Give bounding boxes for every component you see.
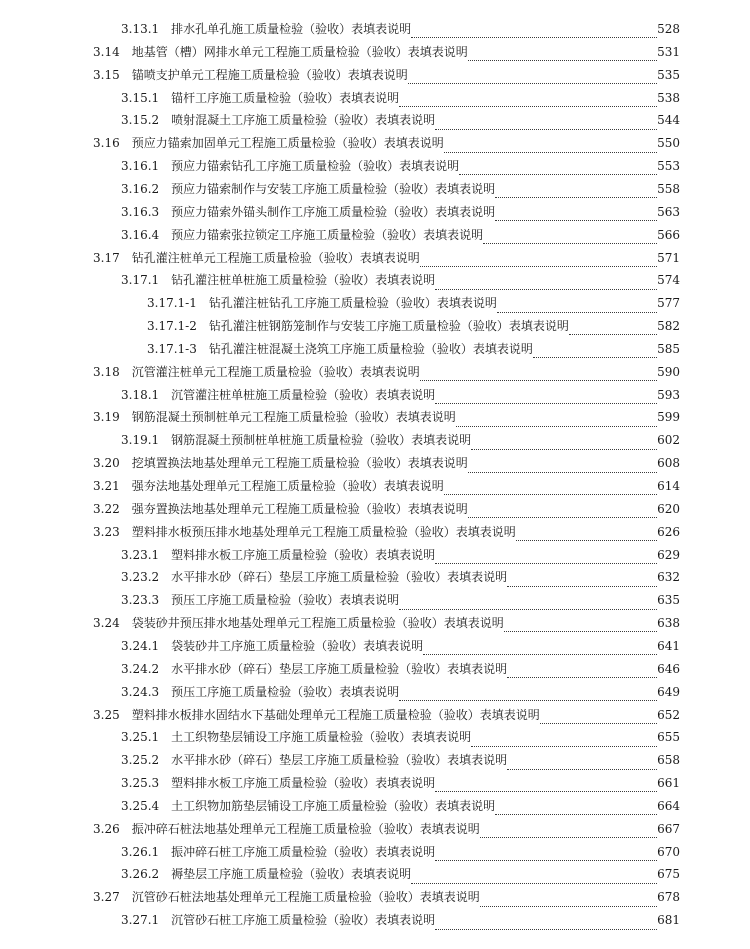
toc-leader-dots: [468, 459, 657, 473]
toc-leader-dots: [507, 756, 657, 770]
toc-entry-title: 喷射混凝土工序施工质量检验（验收）表填表说明: [171, 113, 436, 128]
toc-entry-number: 3.25.4: [121, 798, 160, 813]
toc-entry[interactable]: [121, 224, 680, 247]
toc-entry-title: 钢筋混凝土预制桩单桩施工质量检验（验收）表填表说明: [171, 433, 472, 448]
toc-entry-page: 632: [657, 570, 680, 585]
toc-entry[interactable]: [93, 498, 680, 521]
toc-leader-dots: [495, 801, 657, 815]
toc-leader-dots: [468, 47, 657, 61]
toc-entry-number: 3.27.1: [121, 913, 160, 928]
toc-entry-number: 3.19: [93, 410, 120, 425]
toc-leader-dots: [420, 367, 657, 381]
toc-entry[interactable]: [121, 841, 680, 864]
toc-entry[interactable]: [93, 612, 680, 635]
toc-leader-dots: [471, 733, 657, 747]
toc-entry-title: 锚杆工序施工质量检验（验收）表填表说明: [171, 90, 400, 105]
toc-leader-dots: [399, 687, 657, 701]
toc-entry[interactable]: [121, 18, 680, 41]
toc-entry[interactable]: [93, 704, 680, 727]
toc-entry[interactable]: [121, 429, 680, 452]
toc-entry-number: 3.21: [93, 479, 120, 493]
toc-entry-title: 塑料排水板预压排水地基处理单元工程施工质量检验（验收）表填表说明: [131, 524, 516, 539]
toc-leader-dots: [471, 436, 657, 450]
toc-entry-number: 3.16.3: [121, 204, 160, 219]
toc-leader-dots: [516, 527, 657, 541]
toc-entry-number: 3.22: [93, 501, 120, 516]
toc-entry-number: 3.25.1: [121, 730, 160, 745]
toc-entry-title: 振冲碎石桩法地基处理单元工程施工质量检验（验收）表填表说明: [131, 821, 480, 836]
toc-entry[interactable]: [121, 87, 680, 110]
toc-entry[interactable]: [147, 292, 680, 315]
toc-entry-number: 3.16: [93, 136, 120, 151]
toc-entry-title: 水平排水砂（碎石）垫层工序施工质量检验（验收）表填表说明: [171, 570, 508, 585]
toc-entry-page: 528: [657, 22, 680, 36]
toc-entry-number: 3.15.2: [121, 113, 160, 128]
toc-entry-title: 袋装砂井预压排水地基处理单元工程施工质量检验（验收）表填表说明: [131, 616, 504, 631]
toc-entry[interactable]: [121, 201, 680, 224]
toc-entry-number: 3.24: [93, 616, 120, 631]
toc-leader-dots: [411, 870, 657, 884]
toc-entry-page: 531: [657, 44, 680, 59]
toc-entry-number: 3.26: [93, 821, 120, 836]
toc-entry-number: 3.15: [93, 67, 120, 82]
toc-entry-title: 预应力锚索钻孔工序施工质量检验（验收）表填表说明: [171, 159, 460, 174]
toc-entry-page: 652: [657, 707, 680, 722]
toc-entry-title: 水平排水砂（碎石）垫层工序施工质量检验（验收）表填表说明: [171, 661, 508, 676]
toc-leader-dots: [435, 116, 657, 130]
toc-leader-dots: [408, 70, 657, 84]
toc-entry[interactable]: [121, 155, 680, 178]
toc-entry-title: 预应力锚索加固单元工程施工质量检验（验收）表填表说明: [131, 136, 444, 151]
toc-entry-page: 563: [657, 204, 680, 219]
toc-entry[interactable]: [121, 384, 680, 407]
toc-entry[interactable]: [121, 635, 680, 658]
toc-entry-number: 3.16.2: [121, 181, 160, 196]
toc-entry[interactable]: [93, 361, 680, 384]
toc-entry[interactable]: [121, 863, 680, 886]
toc-entry-page: 614: [657, 479, 680, 493]
toc-entry-number: 3.17.1: [121, 273, 160, 288]
toc-entry[interactable]: [121, 726, 680, 749]
toc-entry[interactable]: [121, 749, 680, 772]
toc-entry-number: 3.23.2: [121, 570, 160, 585]
toc-leader-dots: [468, 504, 657, 518]
toc-entry-title: 锚喷支护单元工程施工质量检验（验收）表填表说明: [131, 67, 408, 82]
toc-entry-title: 袋装砂井工序施工质量检验（验收）表填表说明: [171, 638, 424, 653]
toc-leader-dots: [399, 596, 657, 610]
toc-entry-number: 3.17: [93, 250, 120, 265]
toc-leader-dots: [411, 24, 657, 38]
toc-entry-title: 预压工序施工质量检验（验收）表填表说明: [171, 593, 400, 608]
toc-entry-number: 3.15.1: [121, 90, 160, 105]
toc-leader-dots: [504, 618, 657, 632]
toc-leader-dots: [435, 916, 657, 930]
toc-leader-dots: [435, 276, 657, 290]
toc-entry-title: 塑料排水板工序施工质量检验（验收）表填表说明: [171, 547, 436, 562]
toc-entry[interactable]: [121, 909, 680, 932]
toc-entry-title: 排水孔单孔施工质量检验（验收）表填表说明: [171, 22, 412, 36]
toc-entry[interactable]: [121, 658, 680, 681]
toc-entry-number: 3.25.3: [121, 776, 160, 791]
toc-entry-title: 土工织物垫层铺设工序施工质量检验（验收）表填表说明: [171, 730, 472, 745]
toc-entry[interactable]: [93, 406, 680, 429]
toc-entry-title: 钢筋混凝土预制桩单元工程施工质量检验（验收）表填表说明: [131, 410, 456, 425]
toc-leader-dots: [480, 824, 657, 838]
toc-leader-dots: [497, 299, 657, 313]
toc-entry-title: 预应力锚索张拉锁定工序施工质量检验（验收）表填表说明: [171, 227, 484, 242]
toc-entry-page: 638: [657, 616, 680, 631]
toc-entry-page: 571: [657, 250, 680, 265]
toc-entry-number: 3.26.1: [121, 844, 160, 859]
toc-leader-dots: [435, 390, 657, 404]
toc-entry-title: 塑料排水板排水固结水下基础处理单元工程施工质量检验（验收）表填表说明: [131, 707, 540, 722]
toc-leader-dots: [435, 550, 657, 564]
toc-entry-number: 3.16.4: [121, 227, 160, 242]
toc-entry-page: 635: [657, 593, 680, 608]
toc-leader-dots: [495, 184, 657, 198]
toc-entry[interactable]: [93, 247, 680, 270]
toc-entry-number: 3.18.1: [121, 387, 160, 402]
toc-entry[interactable]: [93, 475, 680, 498]
toc-entry-page: 678: [657, 890, 680, 905]
toc-leader-dots: [507, 573, 657, 587]
toc-entry-title: 预应力锚索制作与安装工序施工质量检验（验收）表填表说明: [171, 181, 496, 196]
toc-entry-title: 钻孔灌注桩混凝土浇筑工序施工质量检验（验收）表填表说明: [208, 341, 533, 356]
toc-entry-page: 602: [657, 433, 680, 448]
toc-entry-title: 沉管灌注桩单元工程施工质量检验（验收）表填表说明: [131, 364, 420, 379]
toc-entry-number: 3.17.1-2: [147, 319, 197, 334]
toc-entry-number: 3.17.1-1: [147, 296, 197, 311]
toc-entry-title: 强夯置换法地基处理单元工程施工质量检验（验收）表填表说明: [131, 501, 468, 516]
toc-entry-number: 3.17.1-3: [147, 341, 197, 356]
toc-entry-title: 钻孔灌注桩单元工程施工质量检验（验收）表填表说明: [131, 250, 420, 265]
toc-entry[interactable]: [121, 589, 680, 612]
toc-entry[interactable]: [121, 178, 680, 201]
toc-leader-dots: [459, 161, 657, 175]
toc-entry-page: 670: [657, 844, 680, 859]
toc-entry[interactable]: [121, 772, 680, 795]
toc-entry-page: 553: [657, 159, 680, 174]
toc-entry-number: 3.20: [93, 456, 120, 471]
toc-entry-title: 褥垫层工序施工质量检验（验收）表填表说明: [171, 867, 412, 882]
toc-entry-page: 590: [657, 364, 680, 379]
toc-entry-number: 3.13.1: [121, 22, 160, 36]
toc-leader-dots: [444, 481, 657, 495]
toc-leader-dots: [435, 847, 657, 861]
toc-entry-page: 585: [657, 341, 680, 356]
toc-entry-page: 535: [657, 67, 680, 82]
toc-entry[interactable]: [121, 269, 680, 292]
toc-entry-title: 钻孔灌注桩钢筋笼制作与安装工序施工质量检验（验收）表填表说明: [208, 319, 569, 334]
toc-entry-page: 655: [657, 730, 680, 745]
toc-entry-page: 577: [657, 296, 680, 311]
toc-entry-title: 预压工序施工质量检验（验收）表填表说明: [171, 684, 400, 699]
toc-entry[interactable]: [121, 795, 680, 818]
toc-entry-page: 658: [657, 753, 680, 768]
toc-entry-page: 550: [657, 136, 680, 151]
toc-entry-title: 沉管砂石桩工序施工质量检验（验收）表填表说明: [171, 913, 436, 928]
toc-entry[interactable]: [147, 338, 680, 361]
toc-entry-number: 3.19.1: [121, 433, 160, 448]
toc-entry-page: 599: [657, 410, 680, 425]
toc-entry-title: 地基管（槽）网排水单元工程施工质量检验（验收）表填表说明: [131, 44, 468, 59]
toc-leader-dots: [435, 778, 657, 792]
toc-entry-page: 667: [657, 821, 680, 836]
toc-entry-page: 544: [657, 113, 680, 128]
toc-entry-page: 620: [657, 501, 680, 516]
toc-leader-dots: [495, 207, 657, 221]
toc-entry[interactable]: [121, 681, 680, 704]
toc-entry-page: 574: [657, 273, 680, 288]
toc-entry-page: 582: [657, 319, 680, 334]
toc-entry-title: 钻孔灌注桩钻孔工序施工质量检验（验收）表填表说明: [208, 296, 497, 311]
toc-leader-dots: [399, 93, 657, 107]
toc-entry-title: 沉管灌注桩单桩施工质量检验（验收）表填表说明: [171, 387, 436, 402]
toc-entry-page: 593: [657, 387, 680, 402]
toc-entry[interactable]: [121, 544, 680, 567]
toc-entry-number: 3.25.2: [121, 753, 160, 768]
toc-entry-number: 3.14: [93, 44, 120, 59]
toc-entry-number: 3.23: [93, 524, 120, 539]
toc-leader-dots: [420, 253, 657, 267]
toc-entry[interactable]: [147, 315, 680, 338]
toc-entry-page: 641: [657, 638, 680, 653]
toc-entry-page: 566: [657, 227, 680, 242]
toc-entry[interactable]: [93, 64, 680, 87]
toc-entry-number: 3.18: [93, 364, 120, 379]
toc-entry[interactable]: [93, 886, 680, 909]
toc-entry-title: 强夯法地基处理单元工程施工质量检验（验收）表填表说明: [131, 479, 444, 493]
toc-entry-page: 649: [657, 684, 680, 699]
toc-entry[interactable]: [93, 41, 680, 64]
toc-entry[interactable]: [93, 132, 680, 155]
toc-entry-number: 3.27: [93, 890, 120, 905]
toc-leader-dots: [540, 710, 657, 724]
toc-leader-dots: [483, 230, 657, 244]
toc-entry-number: 3.23.1: [121, 547, 160, 562]
toc-entry-page: 538: [657, 90, 680, 105]
toc-entry-page: 629: [657, 547, 680, 562]
toc-entry-title: 土工织物加筋垫层铺设工序施工质量检验（验收）表填表说明: [171, 798, 496, 813]
toc-leader-dots: [569, 321, 657, 335]
toc-entry-page: 681: [657, 913, 680, 928]
toc-entry-number: 3.23.3: [121, 593, 160, 608]
toc-leader-dots: [423, 641, 657, 655]
toc-entry[interactable]: [93, 818, 680, 841]
toc-entry-number: 3.24.3: [121, 684, 160, 699]
toc-entry-page: 558: [657, 181, 680, 196]
toc-leader-dots: [507, 664, 657, 678]
toc-entry-page: 626: [657, 524, 680, 539]
toc-entry-page: 675: [657, 867, 680, 882]
toc-entry-page: 608: [657, 456, 680, 471]
toc-entry-title: 钻孔灌注桩单桩施工质量检验（验收）表填表说明: [171, 273, 436, 288]
toc-entry-title: 沉管砂石桩法地基处理单元工程施工质量检验（验收）表填表说明: [131, 890, 480, 905]
toc-leader-dots: [480, 893, 657, 907]
toc-entry-title: 预应力锚索外锚头制作工序施工质量检验（验收）表填表说明: [171, 204, 496, 219]
toc-entry-page: 646: [657, 661, 680, 676]
toc-entry-number: 3.24.2: [121, 661, 160, 676]
toc-entry-page: 664: [657, 798, 680, 813]
toc-entry-title: 振冲碎石桩工序施工质量检验（验收）表填表说明: [171, 844, 436, 859]
toc-entry-number: 3.24.1: [121, 638, 160, 653]
toc-entry-number: 3.26.2: [121, 867, 160, 882]
toc-entry-title: 水平排水砂（碎石）垫层工序施工质量检验（验收）表填表说明: [171, 753, 508, 768]
toc-leader-dots: [533, 344, 657, 358]
toc-entry[interactable]: [121, 566, 680, 589]
toc-entry-page: 661: [657, 776, 680, 791]
toc-entry[interactable]: [121, 109, 680, 132]
toc-leader-dots: [444, 139, 657, 153]
toc-entry-title: 塑料排水板工序施工质量检验（验收）表填表说明: [171, 776, 436, 791]
toc-entry-title: 挖填置换法地基处理单元工程施工质量检验（验收）表填表说明: [131, 456, 468, 471]
toc-entry-number: 3.25: [93, 707, 120, 722]
toc-leader-dots: [456, 413, 657, 427]
toc-entry[interactable]: [93, 452, 680, 475]
toc-entry[interactable]: [93, 521, 680, 544]
toc-entry-number: 3.16.1: [121, 159, 160, 174]
